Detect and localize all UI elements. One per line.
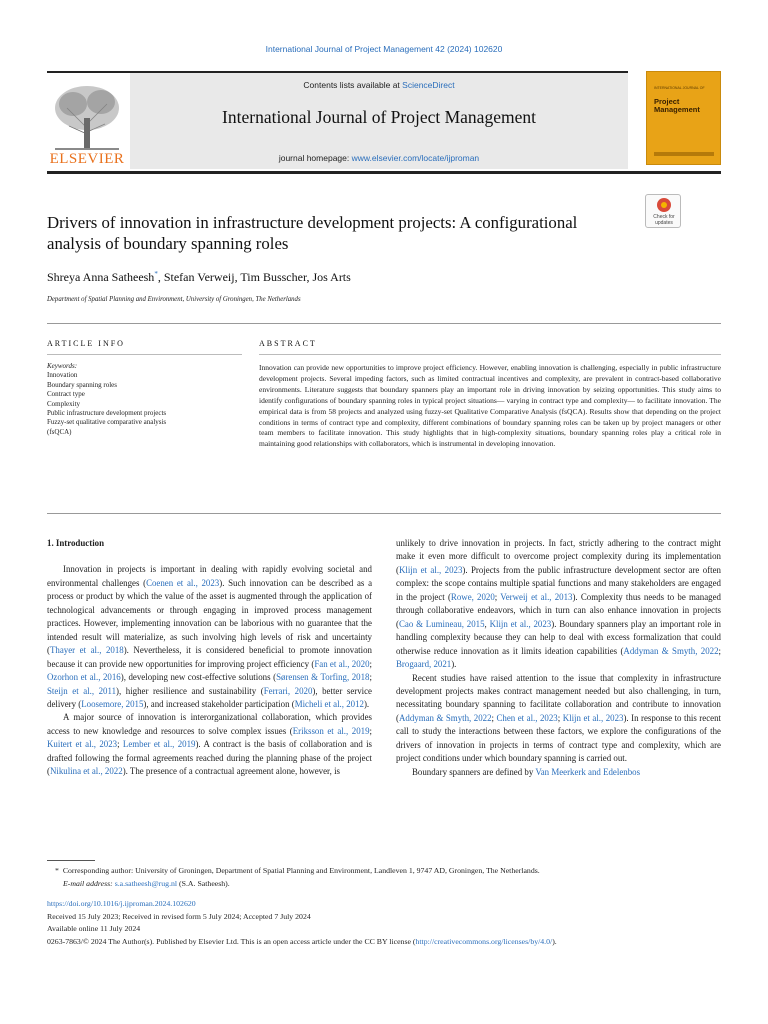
elsevier-wordmark: ELSEVIER [49,151,125,167]
citation-link[interactable]: Van Meerkerk and Edelenbos [535,766,641,777]
paragraph-text: ; [369,725,372,736]
homepage-line [130,153,628,163]
citation-link[interactable]: Nikulina et al., 2022 [49,766,123,777]
citation-link[interactable]: Ozorhon et al., 2016 [47,672,121,683]
citation-link[interactable]: Fan et al., 2020 [314,658,370,669]
citation-link[interactable]: Kuitert et al., 2023 [47,739,118,750]
citation-link[interactable]: Addyman & Smyth, 2022 [398,712,492,723]
citation-link[interactable]: Loosemore, 2015 [81,698,144,709]
paragraph-text: Innovation in projects is important in dealing with rapidly evolving societal and environmental challenges ( [47,564,372,588]
corresponding-author-mark[interactable]: * [154,270,158,278]
body-column-left [47,537,372,779]
keywords-block [47,362,247,437]
body-column-right [396,537,721,779]
paragraph-text: ; [718,645,721,656]
paragraph-text: ), better service delivery ( [47,685,372,709]
email-suffix: (S.A. Satheesh). [177,878,230,888]
citation-link[interactable]: Lember et al., 2019 [122,739,196,750]
abstract-bottom-rule [47,513,721,514]
article-metadata [47,898,721,948]
check-updates-label: Check for updates [653,214,675,226]
citation-link[interactable]: Eriksson et al., 2019 [292,725,370,736]
paragraph-text: Recent studies have raised attention to the issue that complexity in infrastructure development projects makes contract management needed but also challenging, in turn, necessitating boundary spanning to facilitate collaboration and contribute to innovation ( [396,672,721,723]
paragraph-text: ; [494,591,501,602]
paragraph-text: ). [363,698,370,709]
corresponding-author-text: Corresponding author: University of Groningen, Department of Spatial Planning and Environment, Landleven 1, 9747 AD, Groningen, The Netherlands. [62,866,540,875]
citation-link[interactable]: Sørensen & Torfing, 2018 [276,672,370,683]
author-name: Tim Busscher [240,270,307,284]
license-line [47,936,721,949]
abstract-text: Innovation can provide new opportunities to improve project efficiency. However, enabling innovation is challenging, especially in public infrastructure development projects. Several impeding factors, such as limited contractual incentives and complexity, are prevalent in contract-based collaborative environments. Literature suggests that boundary spanners play an important role in driving innovation by seizing opportunities. This study aims to identify configurations of boundary spanning roles in typical project situations— varying in contract type and complexity— to facilitate innovation. The empirical data is from 58 projects and analyzed using fuzzy-set Qualitative Comparative Analysis (fsQCA). Results show that depending on the project conditions in terms of contract type and complexity, different combinations of boundary spanning roles can be taken up by project managers or other team members to facilitate innovation. This study highlights that in high-complexity situations, boundary spanning roles play a critical role in maintaining good relationships with collaborators, which is instrumental in developing innovation. [259,363,721,449]
paragraph-text: ). Complexity thus needs to be managed through collaborative endeavors, which in turn can also enhance innovation in projects ( [396,591,721,629]
email-line [55,878,721,891]
contents-prefix: Contents lists available at [303,80,403,90]
author-name: Shreya Anna Satheesh [47,270,155,284]
contents-line [130,80,628,90]
available-online: Available online 11 July 2024 [47,924,141,934]
citation-link[interactable]: Steijn et al., 2011 [47,685,117,696]
paragraph-text: ). In response to this recent call to study the interactions between these factors, we explore the configurations of the drivers of innovation in projects in terms of contract type and complexity, which are project conditions under which boundary spanning is carried out. [396,712,721,764]
cover-small-text: INTERNATIONAL JOURNAL OF [654,86,705,90]
paragraph-text: ). A contract is the basis of collaboration and is drafted following the formal agreements reached during the planning phase of the project ( [47,739,373,777]
paragraph-text: ). Nevertheless, it is considered beneficial to promote innovation because it can provide new opportunities for improving project efficiency ( [47,645,372,669]
paragraph-text: A major source of innovation is interorganizational collaboration, which provides access to new knowledge and resources to solve complex issues ( [47,712,372,736]
citation-link[interactable]: Micheli et al., 2012 [294,698,364,709]
check-for-updates-badge[interactable] [645,194,681,228]
homepage-link[interactable]: www.elsevier.com/locate/ijproman [351,153,480,163]
license-prefix: 0263-7863/© 2024 The Author(s). Published by Elsevier Ltd. This is an open access article under the CC BY license ( [47,936,416,946]
citation-link[interactable]: Brogaard, 2021 [396,659,452,670]
paragraph-text: ; [117,739,123,750]
journal-title: International Journal of Project Management [222,107,536,127]
article-info-rule [47,323,721,324]
email-link[interactable]: s.a.satheesh@rug.nl [114,878,178,888]
homepage-prefix: journal homepage: [278,153,352,163]
keyword: Innovation [47,371,78,380]
keyword: Contract type [47,390,85,399]
keyword: Complexity [47,399,81,408]
check-updates-icon [657,198,671,212]
doi-link[interactable]: https://doi.org/10.1016/j.ijproman.2024.102620 [47,899,196,908]
paragraph-text: ), developing new cost-effective solutions ( [120,672,277,683]
author-name: Stefan Verweij [163,270,235,284]
cover-title: Project Management [654,97,700,114]
journal-reference[interactable]: International Journal of Project Management 42 (2024) 102620 [265,44,503,54]
paragraph-text: ). Such innovation can be described as a process or product by which the value of the asset is augmented through the application of technological advancements or through engaging in improved process management practices. However, implementing innovation can be laborious with no guarantee that the intended result will materialize, as such involving high levels of risk and uncertainty ( [47,577,373,656]
citation-link[interactable]: Klijn et al., 2023 [562,712,624,723]
keywords-label: Keywords: [47,362,78,370]
paragraph-text: , [484,618,490,629]
paragraph-text: ; [557,712,563,723]
footnote [55,865,721,890]
footnote-rule [47,860,95,861]
cover-bar [654,152,714,156]
sciencedirect-link[interactable]: ScienceDirect [402,80,455,90]
author-list: Shreya Anna Satheesh*, Stefan Verweij, Tim Busscher, Jos Arts [47,270,351,284]
keyword: Boundary spanning roles [47,380,117,389]
header-rule-bottom [47,171,721,174]
citation-link[interactable]: Rowe, 2020 [450,591,495,602]
paragraph-text: ). [451,659,457,670]
citation-link[interactable]: Chen et al., 2023 [496,712,558,723]
article-title: Drivers of innovation in infrastructure development projects: A configurational analysis of boundary spanning roles [47,213,578,253]
paragraph-text: ). Projects from the public infrastructure development sector are often complex: the scope contains multiple spatial functions and many stakeholders are engaged in the project ( [396,564,721,602]
paragraph [396,537,721,672]
paragraph-text: ). The presence of a contractual agreement alone, however, is [122,766,340,777]
paragraph-text: ). Boundary spanners play an important role in handling complexity because they can help to deal with excess formalization that could otherwise reduce innovation as it limits ideation capabilities ( [396,618,721,656]
footnote-mark: * [55,866,59,875]
paragraph [47,711,372,778]
citation-link[interactable]: Klijn et al., 2023 [489,618,552,629]
paragraph-text: ; [491,712,497,723]
paragraph [396,766,721,779]
paragraph-text: unlikely to drive innovation in projects. In fact, strictly adhering to the contract might make it even more difficult to overcome project complexity during its implementation ( [396,538,721,575]
corresponding-author-note [55,865,721,878]
email-label: E-mail address: [63,878,115,888]
citation-link[interactable]: Thayer et al., 2018 [49,645,124,656]
citation-link[interactable]: Coenen et al., 2023 [146,577,220,588]
citation-link[interactable]: Addyman & Smyth, 2022 [623,645,719,656]
article-info-underline [47,354,242,355]
abstract-underline [259,354,721,355]
article-info-heading: ARTICLE INFO [47,339,125,348]
citation-link[interactable]: Klijn et al., 2023 [398,564,463,575]
journal-cover-thumbnail[interactable] [646,71,721,165]
paragraph [47,563,372,711]
paragraph-text: ), and increased stakeholder participation ( [143,698,295,709]
author-name: Jos Arts [312,270,351,284]
citation-link[interactable]: Cao & Lumineau, 2015 [398,618,485,629]
paragraph-text: Boundary spanners are defined by [412,766,536,777]
citation-link[interactable]: Verweij et al., 2013 [500,591,573,602]
paragraph [396,672,721,766]
paragraph-text: ), higher resilience and sustainability ( [116,685,264,696]
paragraph-text: ; [369,658,372,669]
keyword: Fuzzy-set qualitative comparative analysis [47,418,167,427]
license-suffix: ). [552,936,557,946]
keyword: (fsQCA) [47,427,72,436]
keyword: Public infrastructure development projects [47,409,167,418]
license-link[interactable]: http://creativecommons.org/licenses/by/4.0/ [415,936,553,946]
affiliation: Department of Spatial Planning and Environment, University of Groningen, The Netherlands [47,296,301,303]
citation-link[interactable]: Ferrari, 2020 [263,685,313,696]
section-heading-introduction: 1. Introduction [47,538,105,548]
abstract-heading: ABSTRACT [259,339,317,348]
received-dates: Received 15 July 2023; Received in revised form 5 July 2024; Accepted 7 July 2024 [47,911,311,921]
paragraph-text: ; [369,672,372,683]
